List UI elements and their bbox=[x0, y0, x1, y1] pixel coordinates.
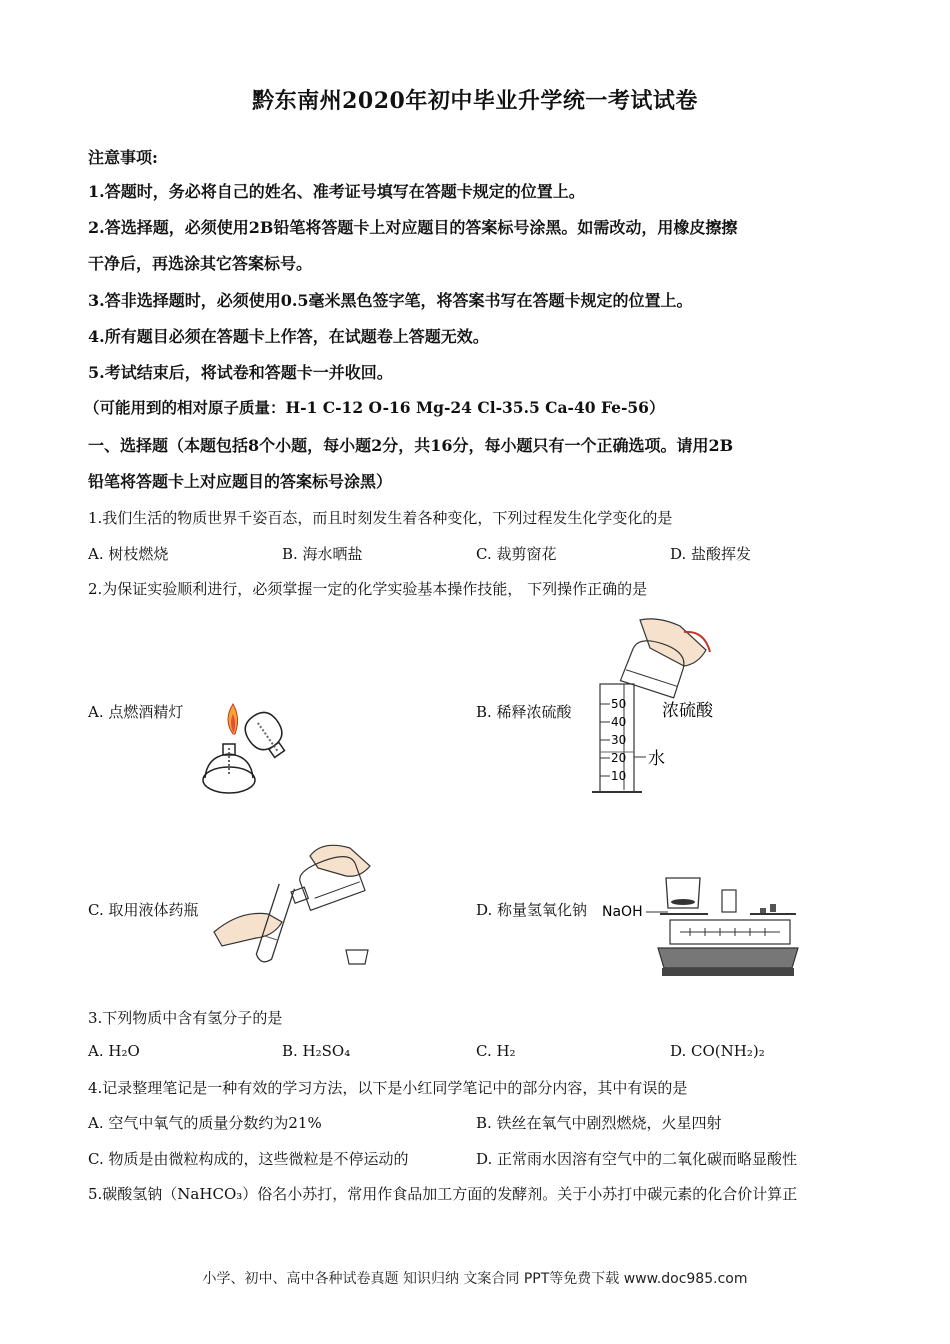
tick-label: 10 bbox=[611, 769, 627, 783]
dilute-acid-figure bbox=[580, 612, 750, 804]
tick-label: 30 bbox=[611, 733, 627, 747]
alcohol-lamp-figure bbox=[195, 690, 305, 802]
footer-text: 小学、初中、高中各种试卷真题 知识归纳 文案合同 PPT等免费下载 www.doc985.com bbox=[202, 1271, 748, 1287]
notice-item: 1.答题时，务必将自己的姓名、准考证号填写在答题卡规定的位置上。 bbox=[88, 182, 585, 201]
option-a: A. H₂O bbox=[88, 1042, 140, 1060]
notice-item: 5.考试结束后，将试卷和答题卡一并收回。 bbox=[88, 363, 393, 382]
option-d: D. 正常雨水因溶有空气中的二氧化碳而略显酸性 bbox=[476, 1150, 798, 1168]
notice-item: 4.所有题目必须在答题卡上作答，在试题卷上答题无效。 bbox=[88, 327, 489, 346]
option-a: A. 空气中氧气的质量分数约为21% bbox=[88, 1114, 322, 1132]
notice-item: 3.答非选择题时，必须使用0.5毫米黑色签字笔，将答案书写在答题卡规定的位置上。 bbox=[88, 291, 693, 310]
option-c: C. H₂ bbox=[476, 1042, 516, 1060]
atomic-mass-note: （可能用到的相对原子质量：H-1 C-12 O-16 Mg-24 Cl-35.5 Ca-40 Fe-56） bbox=[84, 398, 665, 417]
tick-label: 50 bbox=[611, 697, 627, 711]
page-title: 黔东南州2020年初中毕业升学统一考试试卷 bbox=[252, 88, 698, 114]
option-c: C. 裁剪窗花 bbox=[476, 545, 557, 563]
option-c: C. 取用液体药瓶 bbox=[88, 901, 199, 919]
tick-label: 20 bbox=[611, 751, 627, 765]
balance-figure bbox=[600, 868, 800, 980]
option-b: B. 稀释浓硫酸 bbox=[476, 703, 572, 721]
option-c: C. 物质是由微粒构成的，这些微粒是不停运动的 bbox=[88, 1150, 409, 1168]
notice-item: 2.答选择题，必须使用2B铅笔将答题卡上对应题目的答案标号涂黑。如需改动，用橡皮擦擦 bbox=[88, 218, 738, 237]
question-stem: 4.记录整理笔记是一种有效的学习方法，以下是小红同学笔记中的部分内容，其中有误的是 bbox=[88, 1079, 688, 1097]
option-b: B. H₂SO₄ bbox=[282, 1042, 351, 1060]
question-stem: 2.为保证实验顺利进行，必须掌握一定的化学实验基本操作技能， 下列操作正确的是 bbox=[88, 580, 648, 598]
section-heading: 铅笔将答题卡上对应题目的答案标号涂黑） bbox=[88, 472, 393, 491]
option-d: D. CO(NH₂)₂ bbox=[670, 1042, 765, 1060]
section-heading: 一、选择题（本题包括8个小题，每小题2分，共16分，每小题只有一个正确选项。请用2B bbox=[88, 436, 734, 455]
question-stem: 3.下列物质中含有氢分子的是 bbox=[88, 1009, 283, 1027]
option-a: A. 树枝燃烧 bbox=[88, 545, 169, 563]
question-stem: 1.我们生活的物质世界千姿百态，而且时刻发生着各种变化，下列过程发生化学变化的是 bbox=[88, 509, 673, 527]
option-a: A. 点燃酒精灯 bbox=[88, 703, 184, 721]
notice-item: 干净后，再选涂其它答案标号。 bbox=[88, 254, 313, 273]
pour-liquid-figure bbox=[210, 822, 400, 972]
tick-label: 40 bbox=[611, 715, 627, 729]
notice-heading: 注意事项: bbox=[88, 148, 158, 167]
option-d: D. 称量氢氧化钠 bbox=[476, 901, 588, 919]
question-stem: 5.碳酸氢钠（NaHCO₃）俗名小苏打，常用作食品加工方面的发酵剂。关于小苏打中碳元素的化合价计算正 bbox=[88, 1185, 798, 1203]
water-label: 水 bbox=[648, 749, 665, 769]
option-d: D. 盐酸挥发 bbox=[670, 545, 752, 563]
option-b: B. 铁丝在氧气中剧烈燃烧，火星四射 bbox=[476, 1114, 722, 1132]
option-b: B. 海水晒盐 bbox=[282, 545, 363, 563]
acid-label: 浓硫酸 bbox=[662, 701, 713, 721]
naoh-label: NaOH bbox=[602, 904, 643, 920]
